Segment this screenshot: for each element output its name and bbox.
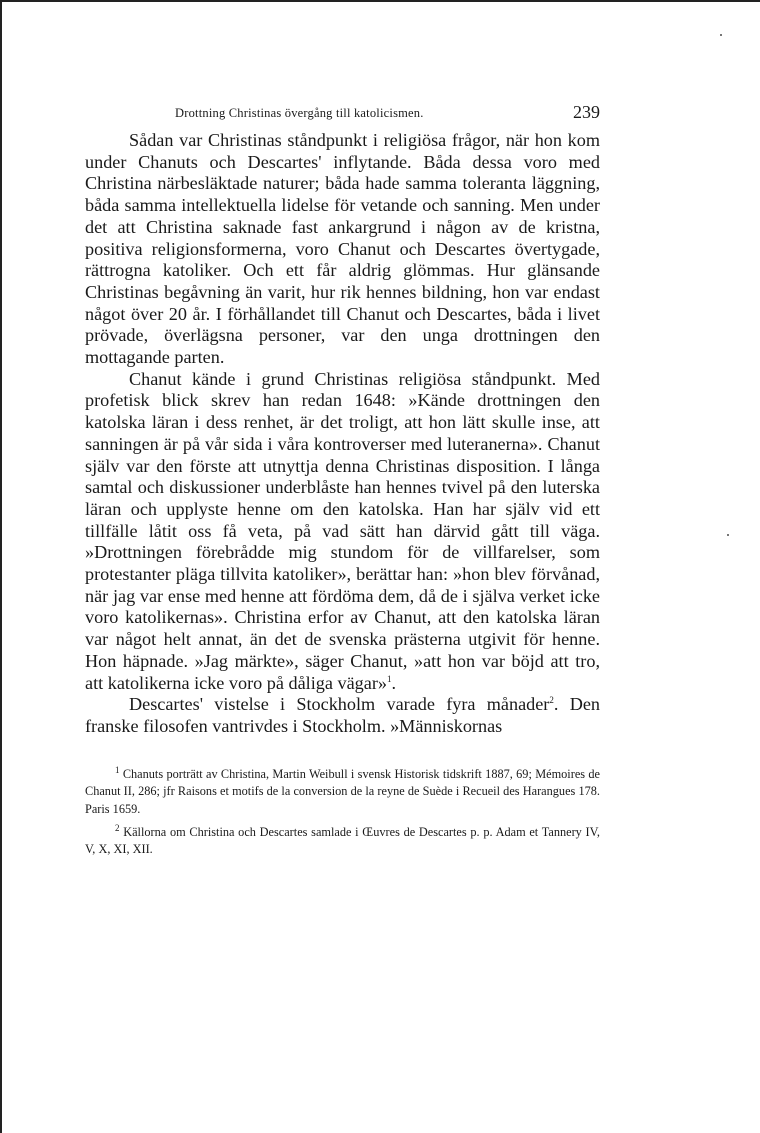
footnote-ref-1: 1 xyxy=(387,673,392,684)
paragraph-3-text: Descartes' vistelse i Stockholm varade fyra månader xyxy=(129,694,550,715)
paragraph-2-end: . xyxy=(391,672,397,693)
footnote-1 xyxy=(85,766,600,818)
footnote-mark-2: 2 xyxy=(115,822,120,833)
paragraph-1: Sådan var Christinas ståndpunkt i religiösa frågor, när hon kom under Chanuts och Descartes' inflytande. Båda dessa voro med Christina närbesläktade naturer; båda hade samma toleranta läggning, båda samma intellektuella lidelse för vetande och sanning. Men under det att Christina saknade fast ankargrund i någon av de kristna, positiva religionsformerna, voro Chanut och Descartes övertygade, rättrogna katoliker. Och ett får aldrig glömmas. Hur glänsande Christinas begåvning än varit, hur rik hennes bildning, hon var endast något över 20 år. I förhållandet till Chanut och Descartes, båda i livet prövade, överlägsna personer, var den unga drottningen den mottagande parten. xyxy=(85,130,600,368)
paragraph-3-end: . xyxy=(553,694,559,715)
book-page xyxy=(85,100,600,865)
paragraph-3 xyxy=(85,694,600,737)
paragraph-2-text: Chanut kände i grund Christinas religiösa ståndpunkt. Med profetisk blick skrev han redan 1648: »Kände drottningen den katolska läran i dess renhet, är det troligt, att hon lätt skulle inse, att sanningen är på vår sida i våra kontroverser med luteranerna». Chanut själv var den förste att utnyttja denna Christinas disposition. I långa samtal och diskussioner underblåste han hennes tvivel på den luterska läran och upplyste henne om den katolska. Han har själv vid ett tillfälle låtit oss få veta, på vad sätt han därvid gått till väga. »Drottningen förebrådde mig stundom för de villfarelser, som protestanter pläga tillvita katoliker», berättar han: »hon blev förvånad, när jag var ense med henne att fördöma dem, då de i själva verket icke voro katolikernas». Christina erfor av Chanut, att den katolska läran var något helt annat, än det de svenska prästerna utgivit för henne. Hon häpnade. »Jag märkte», säger Chanut, »att hon var böjd att tro, att katolikerna icke voro på dåliga vägar» xyxy=(85,368,600,693)
body-text xyxy=(85,130,600,738)
footnote-1-text: Chanuts porträtt av Christina, Martin Weibull i svensk Historisk tidskrift 1887, 69; Mémoires de Chanut II, 286; jfr Raisons et motifs de la conversion de la reyne de Suède i Recueil des Harangues 178. Paris 1659. xyxy=(85,766,600,816)
footnotes xyxy=(85,766,600,859)
footnote-2 xyxy=(85,824,600,859)
running-title: Drottning Christinas övergång till katolicismen. xyxy=(175,106,424,120)
scan-speck xyxy=(727,534,729,536)
paragraph-3-continued: Den franske filosofen vantrivdes i Stockholm. »Människornas xyxy=(85,694,600,736)
running-head xyxy=(85,100,600,130)
page-number: 239 xyxy=(573,102,600,122)
scan-speck xyxy=(720,34,722,36)
scan-edge-top xyxy=(0,0,760,2)
footnote-mark-1: 1 xyxy=(115,764,120,775)
footnote-ref-2: 2 xyxy=(549,695,554,706)
scan-edge-left xyxy=(0,0,2,1133)
footnote-2-text: Källorna om Christina och Descartes samlade i Œuvres de Descartes p. p. Adam et Tannery IV, V, X, XI, XII. xyxy=(85,824,601,857)
paragraph-2 xyxy=(85,369,600,695)
